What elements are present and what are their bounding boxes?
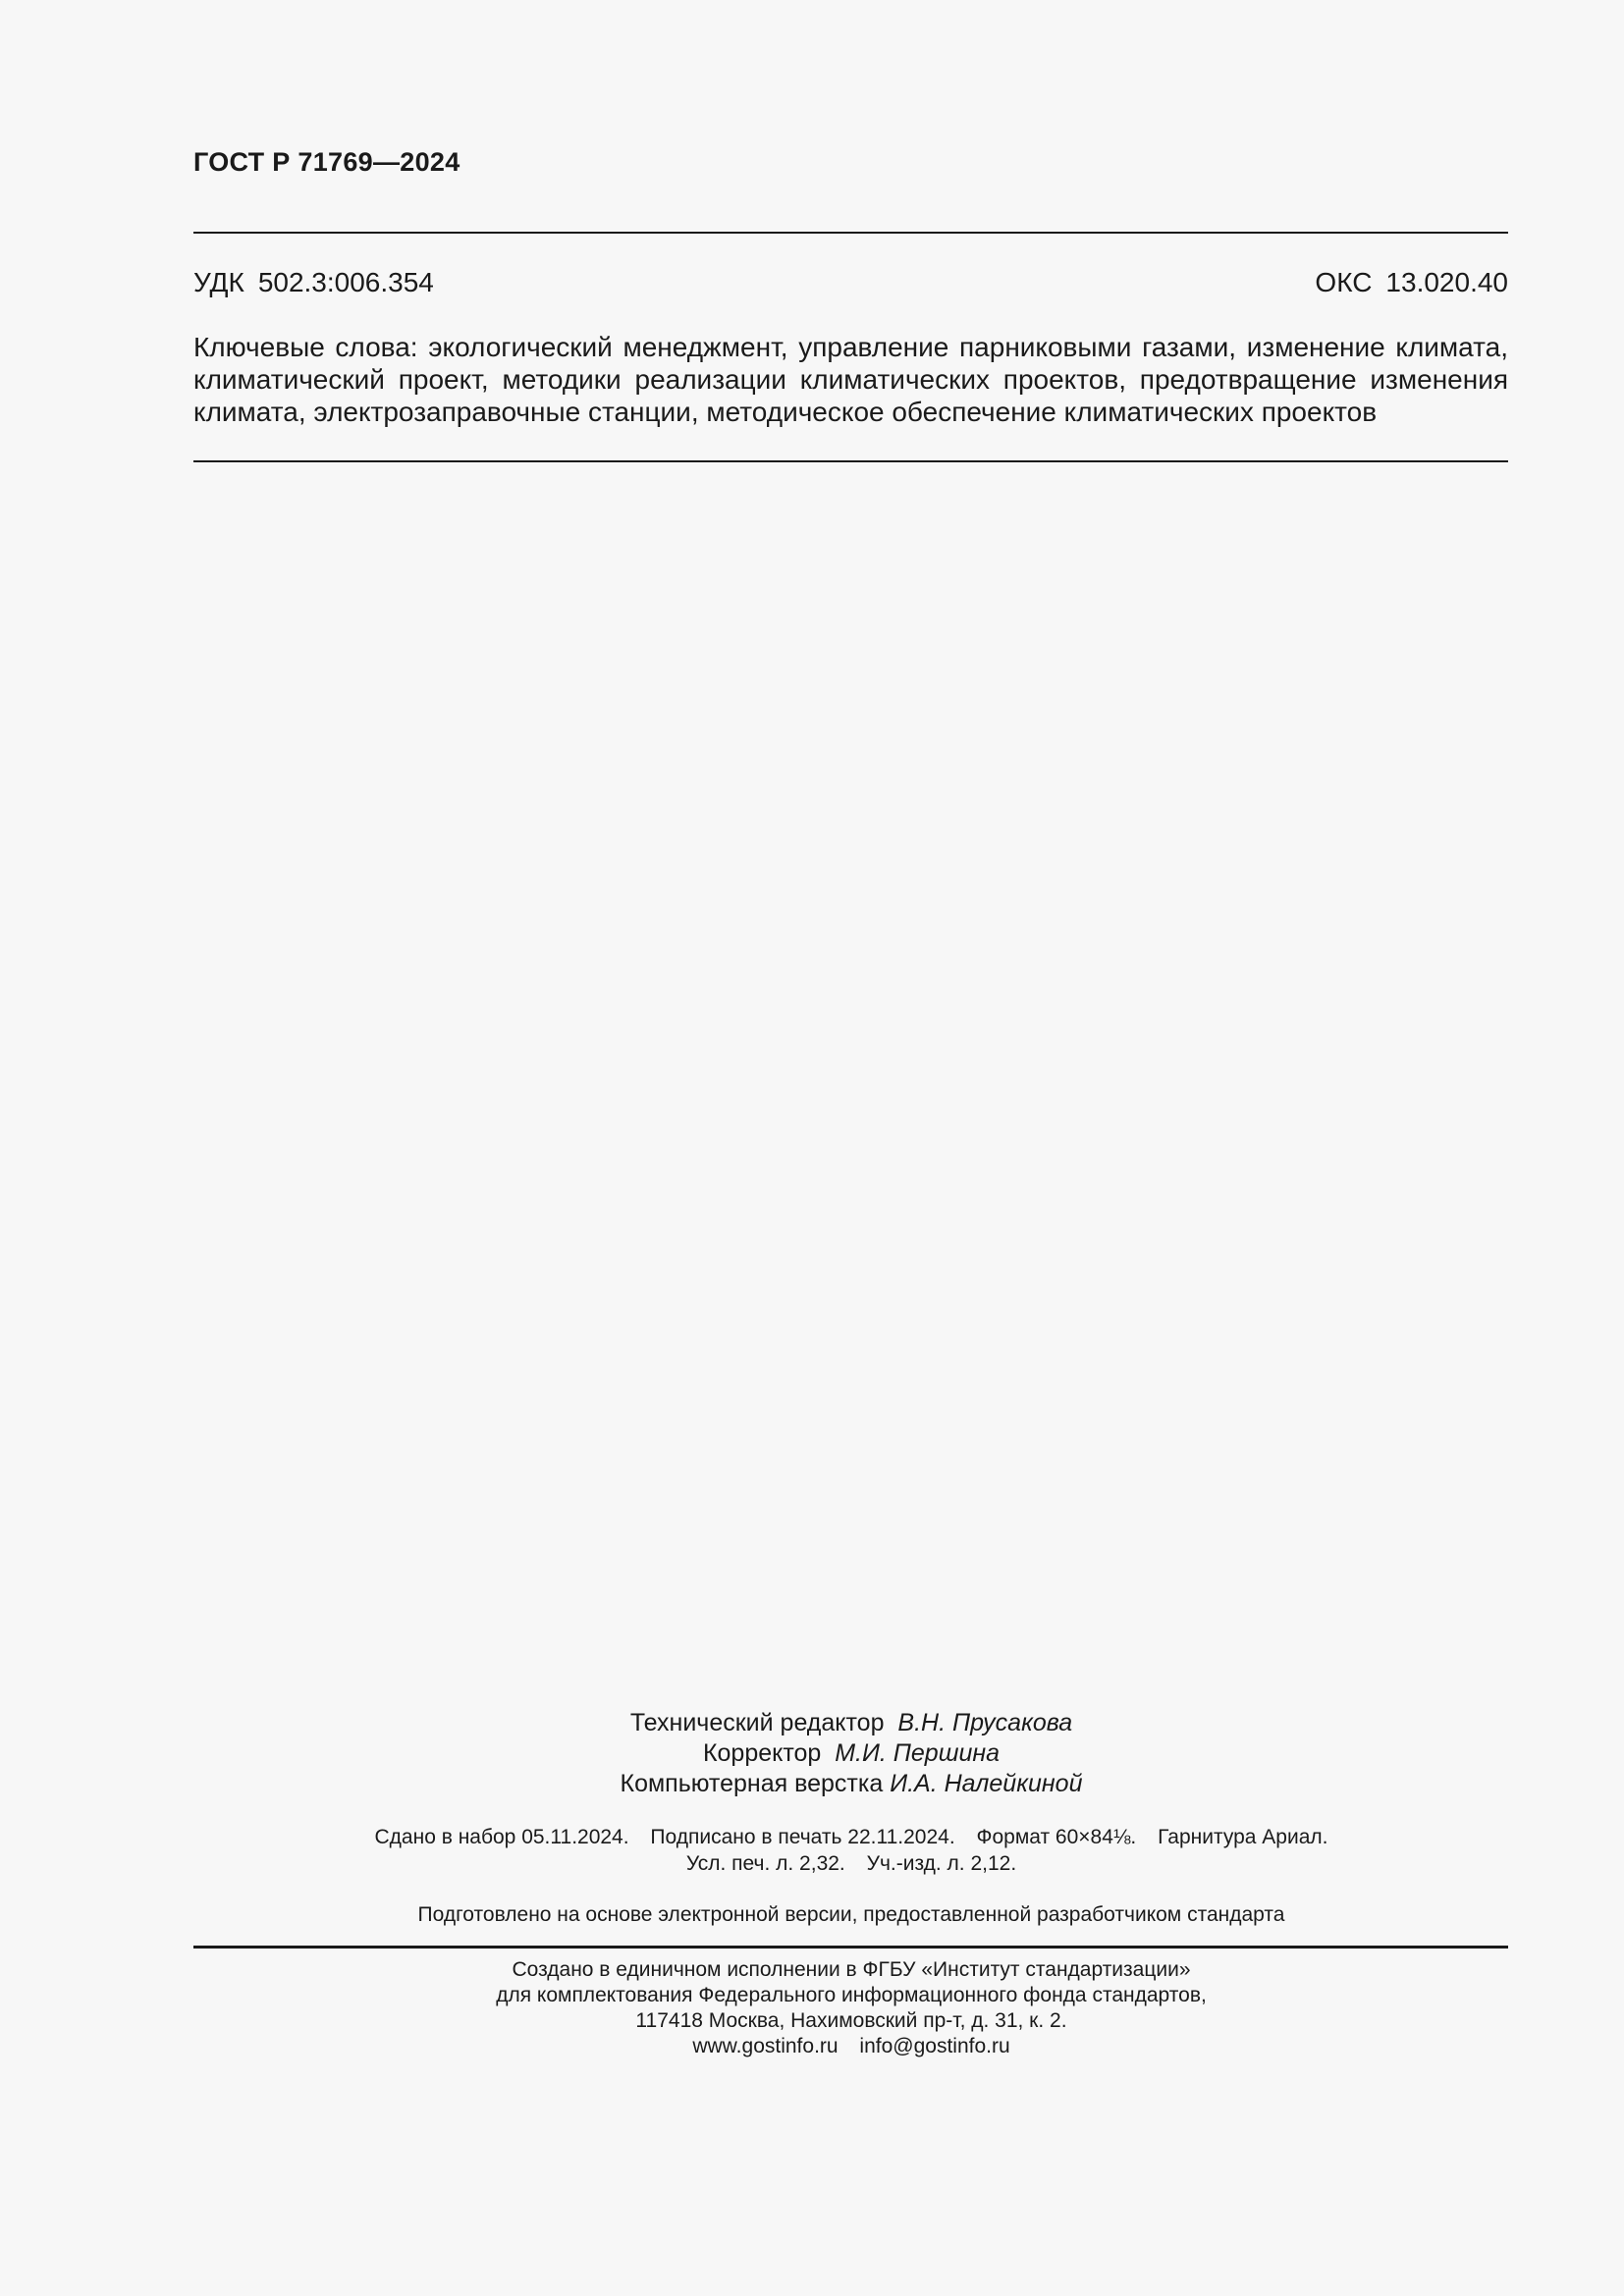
publisher-block [0,1957,1624,2059]
oks-code: 13.020.40 [1385,267,1508,297]
oks-label: ОКС [1315,267,1373,297]
tech-editor-line [0,1708,1624,1738]
imprint-line-2 [0,1850,1624,1877]
oks-block [1315,267,1508,298]
standard-designation: ГОСТ Р 71769—2024 [193,147,460,177]
publisher-sheets: Уч.-изд. л. 2,12. [866,1852,1017,1875]
top-divider [193,232,1508,234]
imprint-block [0,1824,1624,1877]
udk-code: 502.3:006.354 [257,267,434,297]
publisher-contacts [0,2034,1624,2059]
credits-block [0,1708,1624,1799]
typeset-date: Сдано в набор 05.11.2024. [374,1826,629,1848]
keywords-divider [193,460,1508,462]
layout-line [0,1769,1624,1799]
publisher-address: 117418 Москва, Нахимовский пр-т, д. 31, к. 2. [635,2009,1067,2032]
publisher-divider [193,1946,1508,1949]
layout-label: Компьютерная верстка [620,1770,884,1797]
publisher-line-1: Создано в единичном исполнении в ФГБУ «Институт стандартизации» [512,1958,1191,1981]
imprint-line-1 [0,1824,1624,1850]
corrector-label: Корректор [702,1739,822,1767]
udk-block [193,267,434,298]
signed-date: Подписано в печать 22.11.2024. [650,1826,955,1848]
keywords-paragraph: Ключевые слова: экологический менеджмент, управление парниковыми газами, изменение климата, климатический проект, методики реализации климатических проектов, предотвращение изменения климата, электрозаправочные станции, методическое обеспечение климатических проектов [193,332,1508,427]
typeface: Гарнитура Ариал. [1158,1826,1328,1848]
paper-format: Формат 60×84⅛. [976,1826,1137,1848]
layout-name: И.А. Налейкиной [890,1770,1083,1797]
tech-editor-label: Технический редактор [629,1709,885,1736]
corrector-line [0,1738,1624,1769]
print-sheets: Усл. печ. л. 2,32. [685,1852,845,1875]
tech-editor-name: В.Н. Прусакова [897,1709,1073,1736]
udk-label: УДК [193,267,244,297]
email-link[interactable]: info@gostinfo.ru [859,2035,1010,2057]
website-link[interactable]: www.gostinfo.ru [692,2035,839,2057]
prepared-note: Подготовлено на основе электронной версии, предоставленной разработчиком стандарта [417,1903,1285,1926]
publisher-line-2: для комплектования Федерального информационного фонда стандартов, [496,1984,1207,2006]
corrector-name: М.И. Першина [835,1739,1001,1767]
classification-row [193,267,1508,298]
